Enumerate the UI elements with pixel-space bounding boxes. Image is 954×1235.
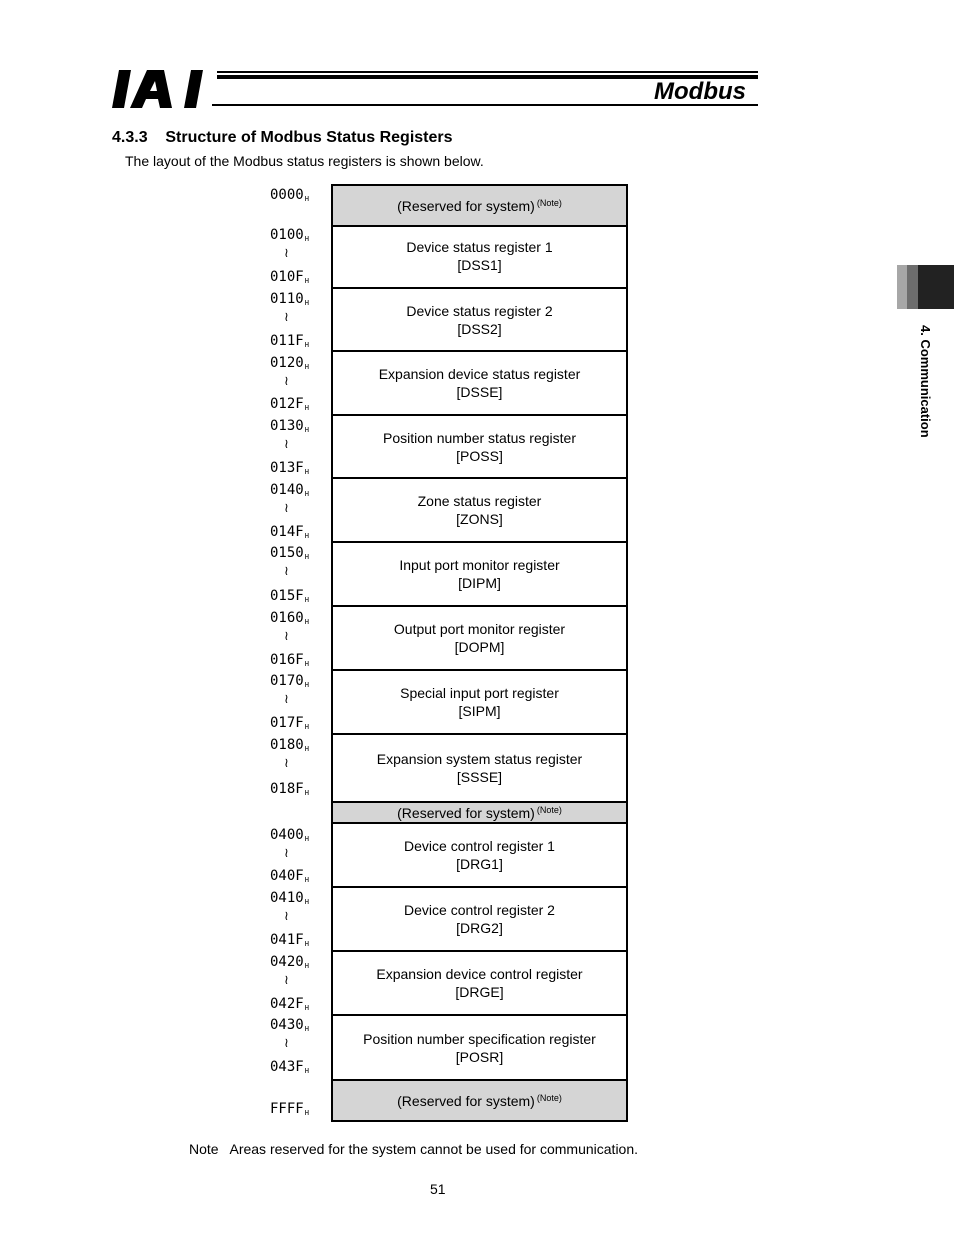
address-start: 0410H	[270, 890, 309, 906]
address-end: 013FH	[270, 460, 309, 476]
side-tab-mid	[907, 265, 918, 309]
address-end: 017FH	[270, 715, 309, 731]
note-marker: (Note)	[536, 197, 562, 208]
range-mark: ≀	[284, 501, 289, 516]
range-mark: ≀	[284, 437, 289, 452]
register-code: [DRG2]	[456, 920, 503, 936]
register-name: Device status register 1	[406, 239, 553, 255]
address-end: 016FH	[270, 652, 309, 668]
register-name: (Reserved for system) $^{(Note)}$	[397, 197, 562, 214]
register-name: (Reserved for system) $^{(Note)}$	[397, 804, 562, 821]
register-name: Device control register 2	[404, 902, 555, 918]
register-code: [DOPM]	[454, 639, 505, 655]
footnote	[189, 1141, 638, 1157]
logo-letter-i1	[112, 70, 131, 108]
register-name: Expansion device control register	[376, 966, 583, 982]
address-start: 0120H	[270, 355, 309, 371]
register-cell	[331, 352, 628, 416]
note-marker: (Note)	[536, 1092, 562, 1103]
header-rule-thin	[217, 71, 758, 73]
register-name: Special input port register	[400, 685, 559, 701]
register-code: [SSSE]	[456, 769, 503, 785]
range-mark: ≀	[284, 564, 289, 579]
range-mark: ≀	[284, 756, 289, 771]
hex-suffix: H	[304, 962, 309, 970]
register-cell	[331, 289, 628, 352]
address-start: 0420H	[270, 954, 309, 970]
hex-suffix: H	[304, 404, 309, 412]
hex-suffix: H	[304, 490, 309, 498]
register-name: Position number specification register	[363, 1030, 596, 1047]
range-mark: ≀	[284, 246, 289, 261]
register-code: [DRG1]	[456, 856, 503, 872]
footnote-text: Areas reserved for the system cannot be used for communication.	[229, 1141, 639, 1157]
register-name: Device control register 1	[404, 838, 555, 854]
hex-suffix: H	[304, 235, 309, 243]
header-title: Modbus	[654, 78, 746, 105]
register-cell	[331, 416, 628, 479]
range-mark: ≀	[284, 374, 289, 389]
address-end: 041FH	[270, 932, 309, 948]
side-tab-light	[897, 265, 907, 309]
address-end: 018FH	[270, 781, 309, 797]
register-code: [DSSE]	[456, 384, 503, 400]
register-cell	[331, 888, 628, 952]
reserved-register-cell	[331, 1081, 628, 1122]
hex-suffix: H	[304, 723, 309, 731]
address-end: 043FH	[270, 1059, 309, 1075]
address-start: 0150H	[270, 545, 309, 561]
range-mark: ≀	[284, 1036, 289, 1051]
register-code: [ZONS]	[456, 511, 503, 527]
section-number: 4.3.3	[112, 129, 148, 146]
register-code: [SIPM]	[458, 703, 501, 719]
hex-suffix: H	[304, 341, 309, 349]
range-mark: ≀	[284, 310, 289, 325]
note-marker: (Note)	[536, 804, 562, 815]
address-end: 012FH	[270, 396, 309, 412]
hex-suffix: H	[304, 876, 309, 884]
hex-suffix: H	[304, 660, 309, 668]
hex-suffix: H	[304, 1109, 309, 1117]
register-name: Output port monitor register	[393, 621, 566, 637]
range-mark: ≀	[284, 909, 289, 924]
register-name: Position number status register	[383, 429, 576, 446]
address-end: 015FH	[270, 588, 309, 604]
address-end: 011FH	[270, 333, 309, 349]
address-start: 0180H	[270, 737, 309, 753]
register-cell	[331, 225, 628, 289]
address-end: 010FH	[270, 269, 309, 285]
hex-suffix: H	[304, 681, 309, 689]
side-chapter-label: 4. Communication	[918, 325, 933, 438]
reserved-register-cell	[331, 184, 628, 227]
range-mark: ≀	[284, 973, 289, 988]
address-end: 042FH	[270, 996, 309, 1012]
register-cell	[331, 1016, 628, 1081]
hex-suffix: H	[304, 835, 309, 843]
iai-logo	[112, 70, 212, 108]
address-start: 0130H	[270, 418, 309, 434]
address-end: 040FH	[270, 868, 309, 884]
address-start: FFFFH	[270, 1101, 309, 1117]
register-name: (Reserved for system) $^{(Note)}$	[397, 1092, 562, 1109]
hex-suffix: H	[304, 1025, 309, 1033]
hex-suffix: H	[304, 1004, 309, 1012]
address-start: 0140H	[270, 482, 309, 498]
register-code: [DSS2]	[457, 320, 502, 337]
address-start: 0110H	[270, 291, 309, 307]
section-heading	[112, 129, 453, 147]
register-name: Device status register 2	[406, 302, 553, 319]
hex-suffix: H	[304, 426, 309, 434]
reserved-register-cell	[331, 803, 628, 824]
register-cell	[331, 952, 628, 1016]
address-start: 0000H	[270, 187, 309, 203]
range-mark: ≀	[284, 692, 289, 707]
hex-suffix: H	[304, 745, 309, 753]
register-cell	[331, 824, 628, 888]
register-cell	[331, 543, 628, 607]
range-mark: ≀	[284, 846, 289, 861]
hex-suffix: H	[304, 618, 309, 626]
hex-suffix: H	[304, 789, 309, 797]
register-code: [POSR]	[455, 1048, 504, 1065]
hex-suffix: H	[304, 532, 309, 540]
register-code: [DRGE]	[455, 984, 504, 1000]
address-start: 0160H	[270, 610, 309, 626]
register-cell	[331, 479, 628, 543]
register-code: [POSS]	[456, 447, 503, 464]
page-number: 51	[430, 1181, 446, 1197]
register-name: Expansion device status register	[378, 366, 581, 382]
register-cell	[331, 735, 628, 803]
register-cell	[331, 671, 628, 735]
section-title: Structure of Modbus Status Registers	[165, 129, 453, 146]
hex-suffix: H	[304, 596, 309, 604]
register-name: Input port monitor register	[399, 557, 560, 573]
register-name: Expansion system status register	[376, 751, 583, 767]
range-mark: ≀	[284, 629, 289, 644]
logo-letter-i2	[184, 70, 203, 108]
hex-suffix: H	[304, 468, 309, 476]
register-cell	[331, 607, 628, 671]
side-tab-dark	[918, 265, 954, 309]
footnote-label: Note	[189, 1141, 219, 1157]
hex-suffix: H	[304, 940, 309, 948]
address-start: 0100H	[270, 227, 309, 243]
hex-suffix: H	[304, 277, 309, 285]
address-start: 0400H	[270, 827, 309, 843]
register-code: [DSS1]	[457, 257, 502, 273]
register-code: [DIPM]	[458, 575, 501, 591]
address-end: 014FH	[270, 524, 309, 540]
hex-suffix: H	[304, 195, 309, 203]
hex-suffix: H	[304, 898, 309, 906]
hex-suffix: H	[304, 1067, 309, 1075]
register-map	[331, 184, 628, 1122]
section-intro: The layout of the Modbus status registers is shown below.	[125, 153, 484, 169]
address-start: 0430H	[270, 1017, 309, 1033]
address-start: 0170H	[270, 673, 309, 689]
hex-suffix: H	[304, 363, 309, 371]
hex-suffix: H	[304, 553, 309, 561]
hex-suffix: H	[304, 299, 309, 307]
register-name: Zone status register	[417, 493, 542, 509]
